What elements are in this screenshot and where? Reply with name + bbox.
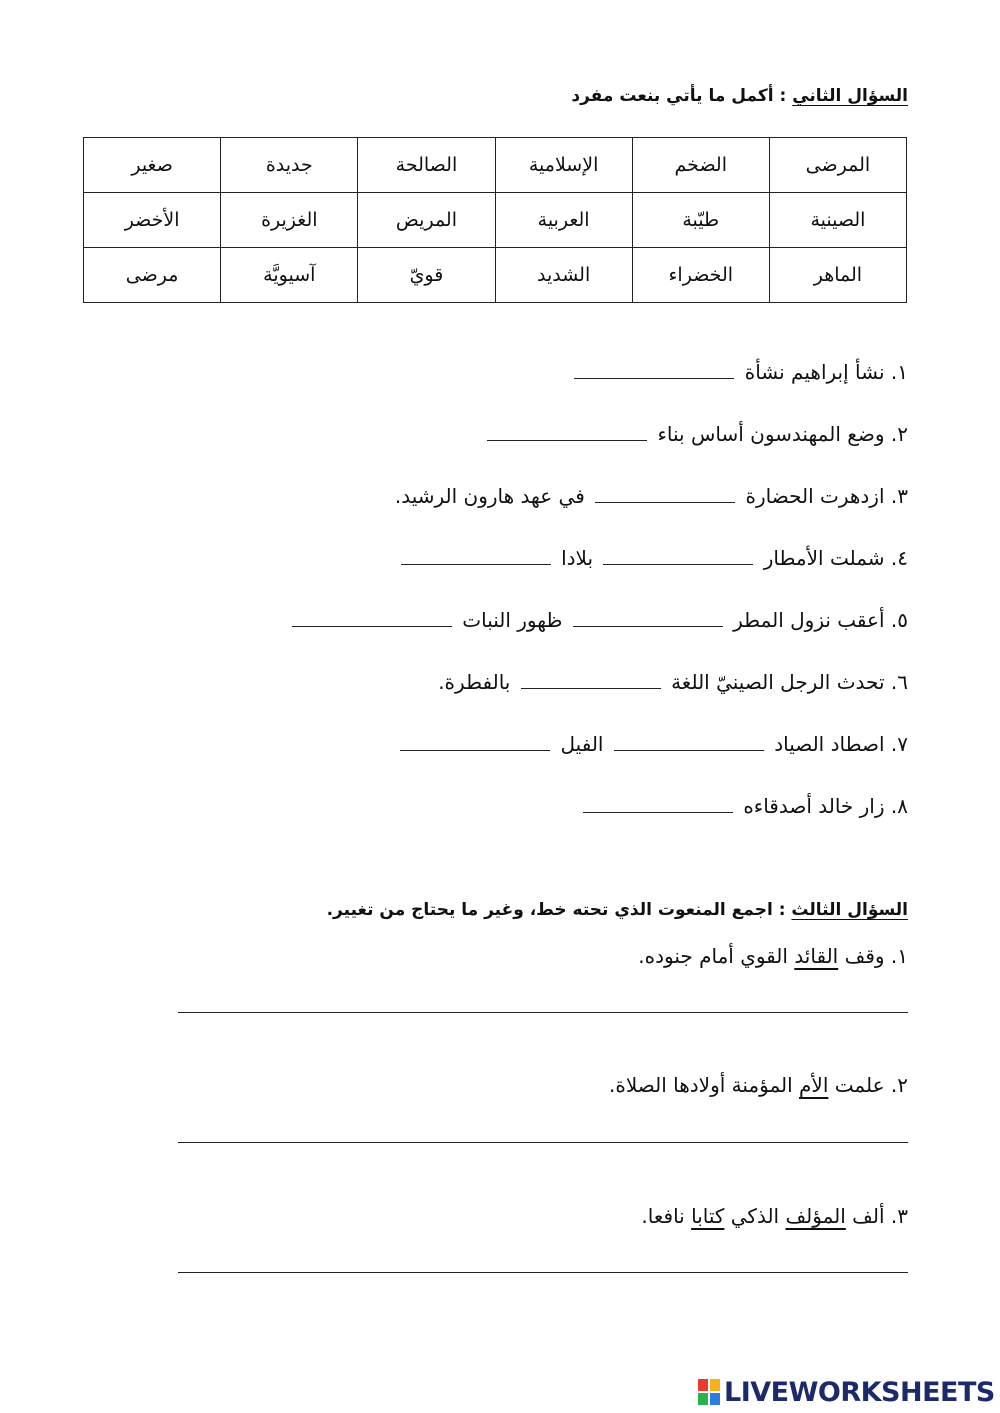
- table-cell: الصالحة: [358, 138, 495, 193]
- answer-blank[interactable]: [614, 750, 764, 751]
- sentence-text: ٢. وضع المهندسون أساس بناء: [657, 422, 908, 446]
- q3-item-2: [609, 1073, 908, 1097]
- q2-heading-label: السؤال الثاني: [792, 86, 908, 106]
- sentence-text: المؤمنة أولادها الصلاة.: [609, 1073, 793, 1097]
- sentence-text: بالفطرة.: [438, 670, 511, 694]
- answer-blank[interactable]: [292, 626, 452, 627]
- table-cell: المرضى: [769, 138, 906, 193]
- q2-item-1: [570, 360, 908, 384]
- underlined-noun: المؤلف: [785, 1204, 846, 1228]
- q2-item-8: [579, 794, 908, 818]
- q3-item-1: [638, 944, 908, 968]
- answer-blank[interactable]: [583, 812, 733, 813]
- answer-blank[interactable]: [487, 440, 647, 441]
- sentence-text: وقف: [844, 944, 885, 968]
- logo-square: [698, 1379, 708, 1391]
- q3-heading-text: : اجمع المنعوت الذي تحته خط، وغير ما يحتاج من تغيير.: [326, 900, 786, 920]
- q2-heading: [571, 86, 908, 106]
- answer-blank[interactable]: [521, 688, 661, 689]
- answer-blank[interactable]: [401, 564, 551, 565]
- answer-blank[interactable]: [595, 502, 735, 503]
- answer-line[interactable]: [178, 1142, 908, 1143]
- table-cell: الضخم: [632, 138, 769, 193]
- table-cell: مرضى: [84, 248, 221, 303]
- sentence-text: ٦. تحدث الرجل الصينيّ اللغة: [671, 670, 908, 694]
- sentence-text: ٧. اصطاد الصياد: [774, 732, 908, 756]
- underlined-noun: الأم: [799, 1073, 829, 1097]
- table-cell: طيّبة: [632, 193, 769, 248]
- sentence-text: في عهد هارون الرشيد.: [394, 484, 585, 508]
- q2-item-4: [397, 546, 908, 570]
- liveworksheets-brand: [698, 1378, 995, 1406]
- underlined-noun: القائد: [794, 944, 839, 968]
- q2-heading-text: : أكمل ما يأتي بنعت مفرد: [571, 86, 787, 106]
- q3-heading-label: السؤال الثالث: [791, 900, 908, 920]
- sentence-text: ظهور النبات: [462, 608, 563, 632]
- sentence-text: ٣. ازدهرت الحضارة: [745, 484, 908, 508]
- table-cell: المريض: [358, 193, 495, 248]
- table-row: [84, 193, 907, 248]
- answer-blank[interactable]: [573, 626, 723, 627]
- brand-text: LIVEWORKSHEETS: [724, 1376, 995, 1408]
- sentence-text: القوي أمام جنوده.: [638, 944, 788, 968]
- word-bank-table: [83, 137, 907, 303]
- answer-line[interactable]: [178, 1012, 908, 1013]
- table-row: [84, 138, 907, 193]
- table-cell: جديدة: [221, 138, 358, 193]
- table-cell: الخضراء: [632, 248, 769, 303]
- sentence-text: ألف: [852, 1204, 885, 1228]
- answer-blank[interactable]: [400, 750, 550, 751]
- answer-line[interactable]: [178, 1272, 908, 1273]
- q2-item-6: [438, 670, 908, 694]
- table-row: [84, 248, 907, 303]
- sentence-text: ٥. أعقب نزول المطر: [733, 608, 908, 632]
- item-number: ٣.: [890, 1204, 908, 1228]
- answer-blank[interactable]: [603, 564, 753, 565]
- sentence-text: ٤. شملت الأمطار: [763, 546, 908, 570]
- table-cell: آسيويَّة: [221, 248, 358, 303]
- logo-square: [710, 1379, 720, 1391]
- sentence-text: الفيل: [560, 732, 604, 756]
- sentence-text: ١. نشأ إبراهيم نشأة: [744, 360, 908, 384]
- sentence-text: بلادا: [561, 546, 594, 570]
- table-cell: صغير: [84, 138, 221, 193]
- table-cell: الإسلامية: [495, 138, 632, 193]
- table-cell: الصينية: [769, 193, 906, 248]
- table-cell: العربية: [495, 193, 632, 248]
- table-cell: الغزيرة: [221, 193, 358, 248]
- table-cell: الأخضر: [84, 193, 221, 248]
- table-cell: قويّ: [358, 248, 495, 303]
- liveworksheets-logo-icon: [698, 1379, 720, 1405]
- logo-square: [698, 1393, 708, 1405]
- table-cell: الشديد: [495, 248, 632, 303]
- q2-item-2: [483, 422, 908, 446]
- table-cell: الماهر: [769, 248, 906, 303]
- answer-blank[interactable]: [574, 378, 734, 379]
- underlined-noun: كتابا: [691, 1204, 725, 1228]
- logo-square: [710, 1393, 720, 1405]
- item-number: ١.: [890, 944, 908, 968]
- q2-item-5: [288, 608, 908, 632]
- item-number: ٢.: [890, 1073, 908, 1097]
- sentence-text: علمت: [834, 1073, 885, 1097]
- q3-heading: [327, 900, 908, 920]
- q2-item-7: [396, 732, 908, 756]
- q2-item-3: [395, 484, 908, 508]
- sentence-text: الذكي: [730, 1204, 780, 1228]
- q3-item-3: [641, 1204, 908, 1228]
- sentence-text: ٨. زار خالد أصدقاءه: [743, 794, 908, 818]
- sentence-text: نافعا.: [641, 1204, 685, 1228]
